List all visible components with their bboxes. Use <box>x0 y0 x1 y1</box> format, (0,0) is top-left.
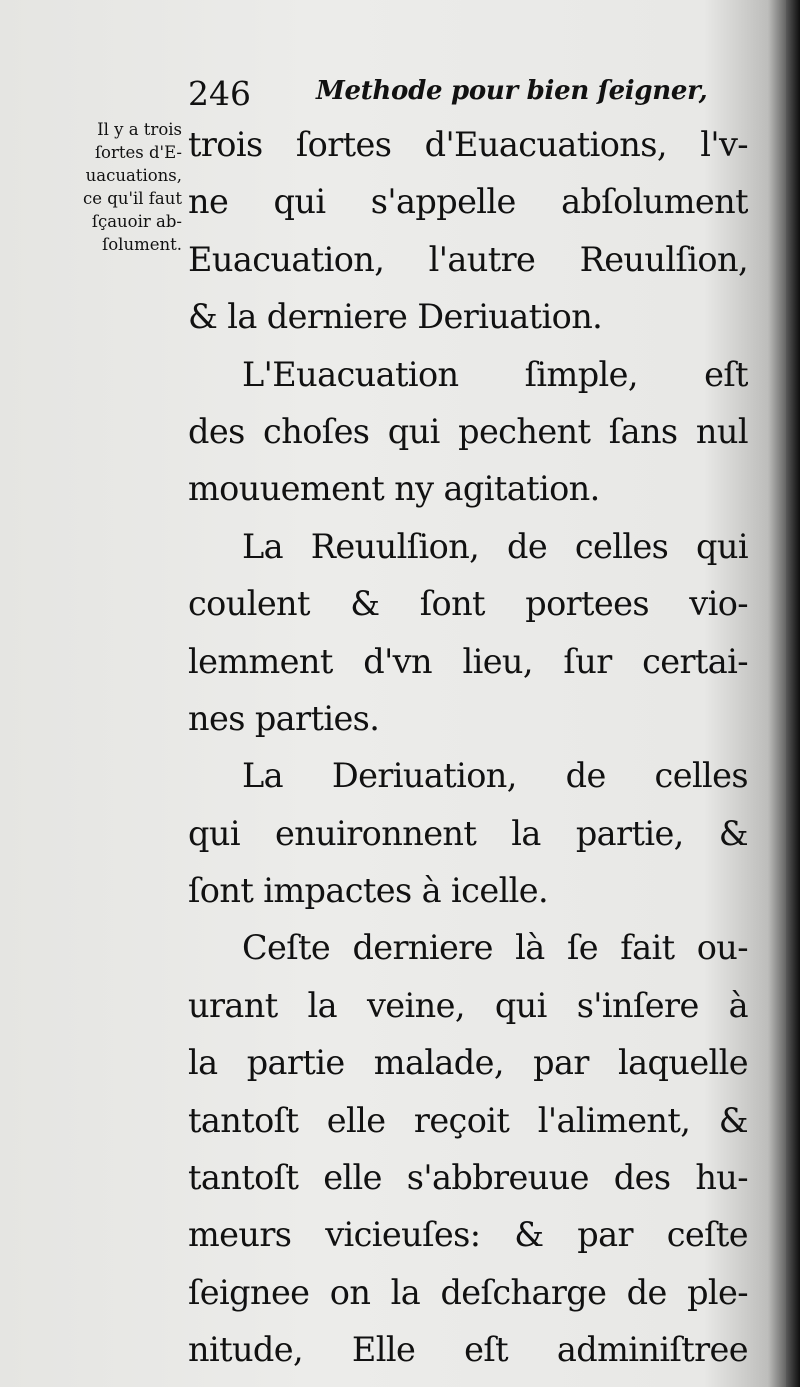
page-number: 246 <box>188 74 251 113</box>
text-line: nitude, Elle eſt adminiſtree <box>188 1330 748 1370</box>
marginal-note-line: uacuations, <box>85 166 182 185</box>
text-line: La Reuulſion, de celles qui <box>242 526 748 566</box>
text-line: des choſes qui pechent ſans nul <box>188 411 748 451</box>
marginal-note-line: ſçauoir ab- <box>91 212 182 231</box>
text-line: La Deriuation, de celles <box>242 756 748 796</box>
text-line: tantoſt elle reçoit l'aliment, & <box>188 1100 748 1140</box>
marginal-note-line: ſolument. <box>102 235 182 254</box>
text-line: & la derniere Deriuation. <box>188 297 603 337</box>
text-line: qui enuironnent la partie, & <box>188 813 748 853</box>
marginal-note <box>34 118 182 256</box>
marginal-note-line: Il y a trois <box>97 120 182 139</box>
text-line: meurs vicieuſes: & par ceſte <box>188 1215 748 1255</box>
text-line: L'Euacuation ſimple, eſt <box>242 354 748 394</box>
body-text <box>188 116 748 1379</box>
text-line: coulent & ſont portees vio- <box>188 584 748 624</box>
text-line: ſeignee on la deſcharge de ple- <box>188 1272 748 1312</box>
text-line: mouuement ny agitation. <box>188 469 600 509</box>
text-line: nes parties. <box>188 698 380 738</box>
page-edge-shadow <box>786 0 800 1387</box>
text-line: Ceſte derniere là ſe fait ou- <box>242 928 748 968</box>
text-line: lemment d'vn lieu, ſur certai- <box>188 641 748 681</box>
text-line: urant la veine, qui s'inſere à <box>188 985 748 1025</box>
marginal-note-line: ſortes d'E- <box>94 143 182 162</box>
marginal-note-line: ce qu'il faut <box>83 189 182 208</box>
running-head: Methode pour bien ſeigner, <box>316 76 708 106</box>
text-line: la partie malade, par laquelle <box>188 1043 748 1083</box>
text-line: ne qui s'appelle abſolument <box>188 182 748 222</box>
text-line: trois ſortes d'Euacuations, l'v- <box>188 125 748 164</box>
text-line: Euacuation, l'autre Reuulſion, <box>188 239 748 279</box>
text-line: tantoſt elle s'abbreuue des hu- <box>188 1158 748 1198</box>
text-line: ſont impactes à icelle. <box>188 871 549 911</box>
